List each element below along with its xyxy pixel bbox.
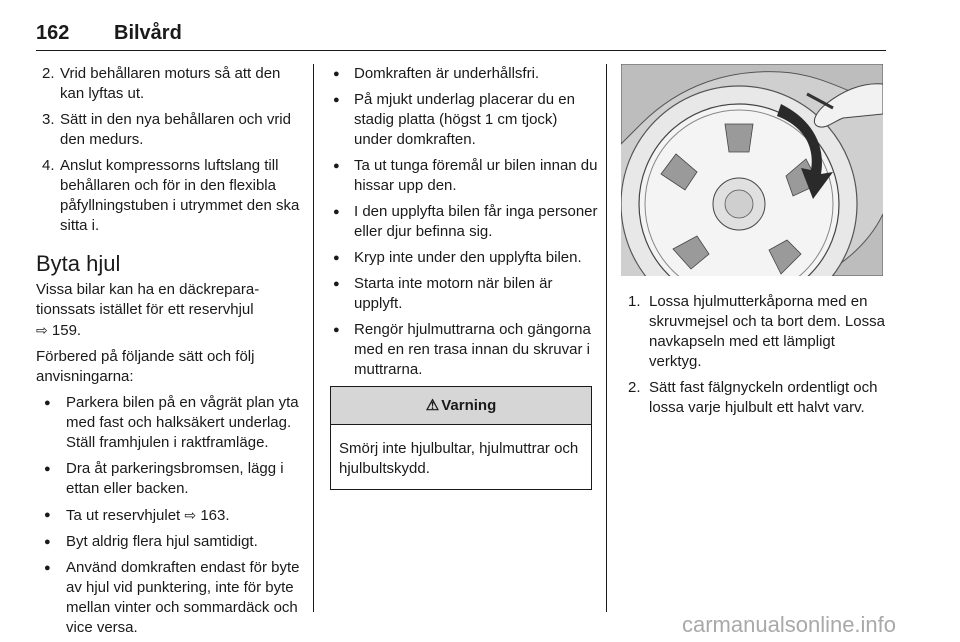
list-item: ● Använd domkraften endast för byte av hjul vid punktering, inte för byte mellan vinter och sommardäck och vice versa. — [36, 558, 304, 638]
bullet-list — [330, 64, 598, 380]
list-item: 4. Anslut kompressorns luftslang till behållaren och för in den flexibla påfyllningstuben i utrymmet den ska sitta i. — [42, 157, 300, 234]
list-item: 3. Sätt in den nya behållaren och vrid den medurs. — [42, 111, 291, 148]
page-title: Bilvård — [114, 22, 182, 44]
warning-text: Smörj inte hjulbultar, hjulmuttrar och hjulbultskydd. — [339, 440, 579, 477]
page-header — [36, 20, 886, 50]
list-item: ● På mjukt underlag placerar du en stadig platta (högst 1 cm tjock) under domkraften. — [330, 90, 598, 150]
column-3 — [622, 64, 886, 424]
list-item: ● Rengör hjulmuttrarna och gängorna med en ren trasa innan du skruvar i muttrarna. — [330, 320, 598, 380]
page-number: 162 — [36, 22, 70, 44]
list-item: 2. Vrid behållaren moturs så att den kan lyftas ut. — [42, 65, 281, 102]
step-list — [36, 64, 304, 236]
page-ref-link[interactable]: 159. — [51, 322, 82, 339]
page-ref-arrow-icon: ⇨ — [184, 507, 197, 523]
list-item: ● I den upplyfta bilen får inga personer eller djur befinna sig. — [330, 202, 598, 242]
warning-box — [330, 386, 592, 490]
column-divider-2 — [606, 64, 607, 612]
section-title: Byta hjul — [36, 251, 121, 276]
list-item: ● Starta inte motorn när bilen är upplyft. — [330, 274, 598, 314]
list-item: ● Kryp inte under den upplyfta bilen. — [330, 248, 598, 268]
warning-triangle-icon: ⚠ — [425, 396, 440, 414]
list-item: ● Byt aldrig flera hjul samtidigt. — [36, 532, 304, 552]
column-divider-1 — [313, 64, 314, 612]
intro-paragraph: Vissa bilar kan ha en däckreparationssats istället för ett reservhjul ⇨ 159. — [36, 281, 260, 339]
page-ref-arrow-icon: ⇨ — [36, 322, 48, 338]
list-item: ● Ta ut reservhjulet ⇨ 163. — [36, 505, 304, 526]
page-ref-link[interactable]: 163. — [200, 507, 230, 524]
step-list — [622, 292, 886, 418]
list-item: ● Ta ut tunga föremål ur bilen innan du hissar upp den. — [330, 156, 598, 196]
list-item: ● Domkraften är underhållsfri. — [330, 64, 598, 84]
wheel-cover-illustration — [621, 64, 883, 276]
header-rule — [36, 50, 886, 51]
list-item: 1. Lossa hjulmutterkåporna med en skruvmejsel och ta bort dem. Lossa navkapseln med ett lämpligt verktyg. — [628, 293, 885, 370]
bullet-list — [36, 393, 304, 638]
warning-header — [331, 387, 591, 425]
warning-title: Varning — [441, 396, 497, 414]
list-item: ● Parkera bilen på en vågrät plan yta med fast och halksäkert underlag. Ställ framhjulen i raktframläge. — [36, 393, 304, 453]
watermark: carmanualsonline.info — [682, 612, 897, 637]
column-2 — [330, 64, 598, 490]
column-1 — [36, 64, 304, 642]
list-item: ● Dra åt parkeringsbromsen, lägg i ettan eller backen. — [36, 459, 304, 499]
list-item: 2. Sätt fast fälgnyckeln ordentligt och lossa varje hjulbult ett halvt varv. — [628, 379, 878, 416]
prep-paragraph: Förbered på följande sätt och följ anvisningarna: — [36, 348, 255, 385]
